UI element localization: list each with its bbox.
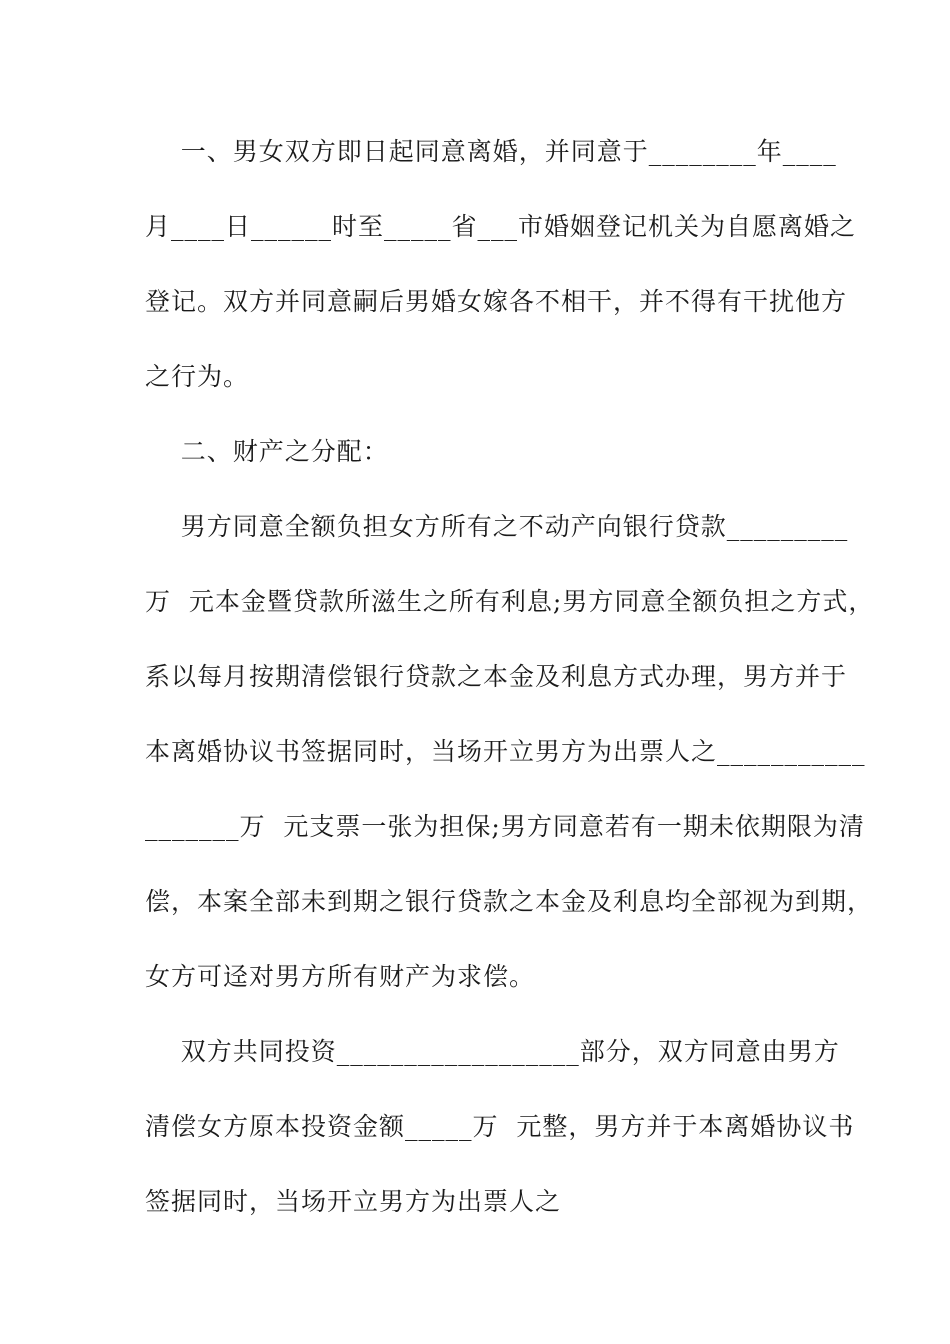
text-line-4: 之行为。 bbox=[145, 362, 250, 391]
text-line-7: 万 元本金暨贷款所滋生之所有利息;男方同意全额负担之方式， bbox=[145, 587, 875, 616]
text-line-8: 系以每月按期清偿银行贷款之本金及利息方式办理，男方并于 bbox=[145, 662, 848, 691]
text-line-1: 一、男女双方即日起同意离婚，并同意于________年____ bbox=[145, 137, 837, 166]
text-line-3: 登记。双方并同意嗣后男婚女嫁各不相干，并不得有干扰他方 bbox=[145, 287, 848, 316]
section-heading-property: 二、财产之分配： bbox=[145, 437, 389, 466]
text-line-12: 女方可迳对男方所有财产为求偿。 bbox=[145, 962, 536, 991]
text-line-10: _______万 元支票一张为担保;男方同意若有一期未依期限为清 bbox=[145, 812, 865, 841]
text-line-9: 本离婚协议书签据同时，当场开立男方为出票人之___________ bbox=[145, 737, 866, 766]
text-line-15: 签据同时，当场开立男方为出票人之 bbox=[145, 1187, 562, 1216]
text-line-14: 清偿女方原本投资金额_____万 元整，男方并于本离婚协议书 bbox=[145, 1112, 855, 1141]
text-line-6: 男方同意全额负担女方所有之不动产向银行贷款_________ bbox=[145, 512, 849, 541]
text-line-11: 偿，本案全部未到期之银行贷款之本金及利息均全部视为到期， bbox=[145, 887, 874, 916]
text-line-13: 双方共同投资__________________部分，双方同意由男方 bbox=[145, 1037, 840, 1066]
text-line-2: 月____日______时至_____省___市婚姻登记机关为自愿离婚之 bbox=[145, 212, 857, 241]
